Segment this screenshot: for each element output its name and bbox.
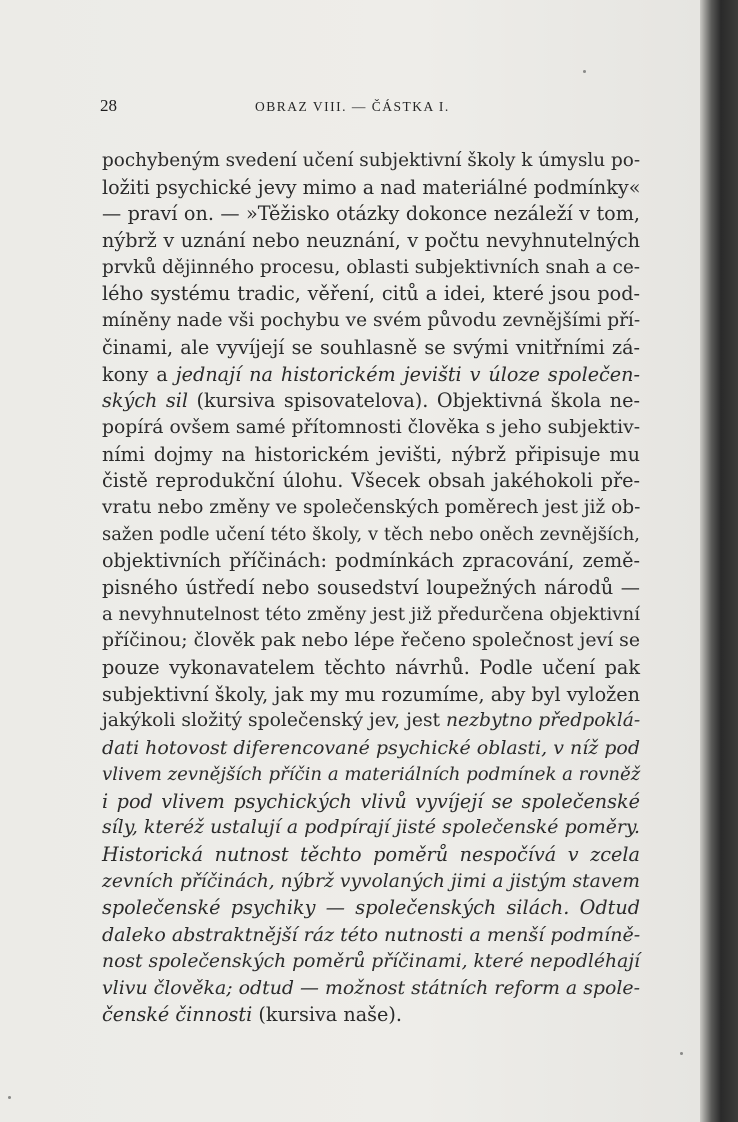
text-line bbox=[102, 922, 640, 949]
italic-text-segment: jednají na historickém jevišti v úloze společen- bbox=[175, 362, 641, 386]
text-segment: jakýkoli složitý společenský jev, jest bbox=[102, 710, 446, 732]
italic-text-segment: společenské psychiky — společenských silách. Odtud bbox=[102, 896, 640, 920]
text-line bbox=[102, 281, 640, 308]
text-line bbox=[102, 789, 640, 816]
italic-text-segment: nost společenských poměrů příčinami, které nepodléhají bbox=[102, 950, 641, 972]
text-line bbox=[102, 522, 640, 549]
text-line bbox=[102, 602, 640, 629]
text-line bbox=[102, 468, 640, 495]
text-segment: ními dojmy na historickém jevišti, nýbrž připisuje mu bbox=[102, 442, 640, 466]
text-line bbox=[102, 869, 640, 896]
italic-text-segment: i pod vlivem psychických vlivů vyvíjejí se společenské bbox=[102, 789, 640, 813]
italic-text-segment: zevních příčinách, nýbrž vyvolaných jimi a jistým stavem bbox=[102, 870, 640, 892]
paper-speck bbox=[8, 1096, 11, 1099]
text-segment: sažen podle učení této školy, v těch nebo oněch zevnějších, bbox=[102, 523, 640, 545]
italic-text-segment: Historická nutnost těchto poměrů nespočívá v zcela bbox=[102, 842, 640, 866]
text-line bbox=[102, 815, 640, 842]
text-segment: pouze vykonavatelem těchto návrhů. Podle učení pak bbox=[102, 656, 640, 680]
text-line bbox=[102, 228, 640, 255]
text-segment: pochybeným svedení učení subjektivní školy k úmyslu po- bbox=[102, 150, 641, 171]
text-line bbox=[102, 415, 640, 442]
text-segment: prvků dějinného procesu, oblasti subjektivních snah a ce- bbox=[102, 256, 640, 278]
text-line bbox=[102, 148, 640, 175]
body-text bbox=[102, 148, 640, 1029]
text-segment: popírá ovšem samé přítomnosti člověka s jeho subjektiv- bbox=[102, 416, 641, 438]
text-segment: činami, ale vyvíjejí se souhlasně se svými vnitřními zá- bbox=[102, 335, 640, 359]
italic-text-segment: nezbytno předpoklá- bbox=[446, 710, 641, 732]
italic-text-segment: vlivem zevnějších příčin a materiálních podmínek a rovněž bbox=[102, 763, 641, 785]
paper-speck bbox=[583, 70, 586, 73]
text-segment: lého systému tradic, věření, citů a idei, které jsou pod- bbox=[102, 282, 640, 306]
text-segment: ložiti psychické jevy mimo a nad materiálné podmínky« bbox=[102, 175, 641, 199]
text-line bbox=[102, 201, 640, 228]
text-segment: (kursiva naše). bbox=[252, 1003, 402, 1026]
text-line bbox=[102, 575, 640, 602]
text-line bbox=[102, 308, 640, 335]
paper-speck bbox=[680, 1052, 683, 1055]
text-segment: příčinou; člověk pak nebo lépe řečeno společnost jeví se bbox=[102, 630, 640, 652]
text-segment: čistě reprodukční úlohu. Všecek obsah jakéhokoli pře- bbox=[102, 469, 640, 493]
text-segment: (kursiva spisovatelova). Objektivná škola ne- bbox=[188, 389, 640, 413]
text-line bbox=[102, 762, 640, 789]
text-segment: a nevyhnutelnost této změny jest již předurčena objektivní bbox=[102, 603, 640, 625]
italic-text-segment: vlivu člověka; odtud — možnost státních reform a spole- bbox=[102, 977, 640, 1000]
text-line bbox=[102, 548, 640, 575]
text-line bbox=[102, 175, 640, 202]
text-line bbox=[102, 735, 640, 762]
text-line bbox=[102, 628, 640, 655]
text-line bbox=[102, 895, 640, 922]
text-line bbox=[102, 1002, 640, 1029]
text-segment: — praví on. — »Těžisko otázky dokonce nezáleží v tom, bbox=[102, 202, 640, 226]
italic-text-segment: ských sil bbox=[102, 389, 188, 413]
text-segment: pisného ústředí nebo sousedství loupežných národů — bbox=[102, 576, 640, 599]
text-line bbox=[102, 655, 640, 682]
text-line bbox=[102, 975, 640, 1002]
italic-text-segment: dati hotovost diferencované psychické oblasti, v níž pod bbox=[102, 737, 640, 760]
text-line bbox=[102, 708, 640, 735]
text-segment: nýbrž v uznání nebo neuznání, v počtu nevyhnutelných bbox=[102, 229, 640, 253]
book-spine-shadow bbox=[700, 0, 738, 1122]
text-line bbox=[102, 842, 640, 869]
text-line bbox=[102, 682, 640, 709]
text-segment: objektivních příčinách: podmínkách zpracování, země- bbox=[102, 549, 640, 573]
text-segment: subjektivní školy, jak my mu rozumíme, aby byl vyložen bbox=[102, 682, 640, 706]
text-line bbox=[102, 388, 640, 415]
running-head: OBRAZ VIII. — ČÁSTKA I. bbox=[255, 99, 450, 114]
text-line bbox=[102, 255, 640, 282]
text-line bbox=[102, 949, 640, 976]
italic-text-segment: čenské činnosti bbox=[102, 1003, 253, 1026]
italic-text-segment: síly, kteréž ustalují a podpírají jisté společenské poměry. bbox=[102, 817, 640, 839]
page-header bbox=[0, 96, 700, 120]
text-line bbox=[102, 442, 640, 469]
text-line bbox=[102, 362, 640, 389]
text-segment: vratu nebo změny ve společenských poměrech jest již ob- bbox=[102, 496, 641, 518]
text-line bbox=[102, 495, 640, 522]
text-segment: míněny nade vši pochybu ve svém původu zevnějšími pří- bbox=[102, 310, 641, 332]
text-line bbox=[102, 335, 640, 362]
text-segment: kony a bbox=[102, 362, 176, 386]
italic-text-segment: daleko abstraktnější ráz této nutnosti a menší podmíně- bbox=[102, 923, 641, 946]
page-number: 28 bbox=[100, 96, 117, 115]
